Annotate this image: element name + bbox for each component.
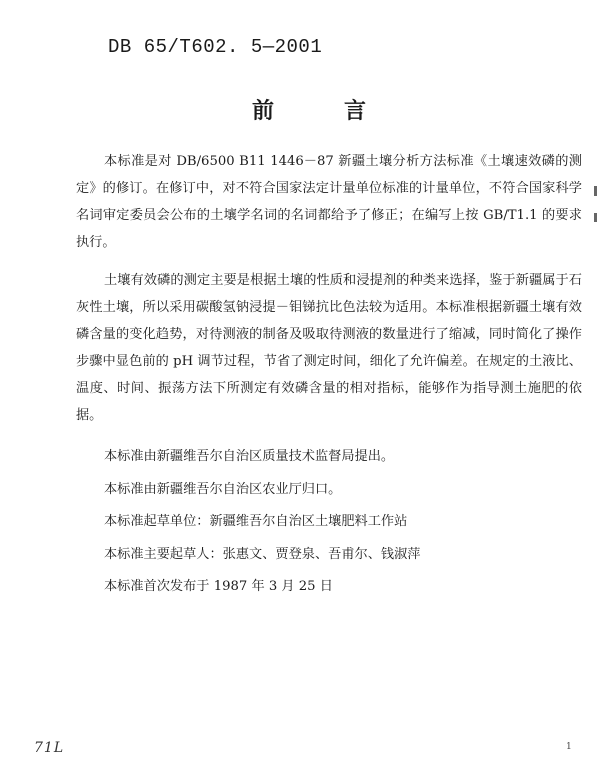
title-char-2: 言 [344, 98, 367, 124]
standard-number: DB 65/T602. 5—2001 [108, 36, 323, 58]
document-body [76, 148, 582, 604]
title-char-1: 前 [252, 98, 275, 124]
scan-margin-mark [594, 186, 597, 196]
statement-administrator: 本标准由新疆维吾尔自治区农业厅归口。 [104, 481, 342, 497]
statement-drafting-unit: 本标准起草单位：新疆维吾尔自治区土壤肥料工作站 [104, 514, 408, 529]
handwritten-page-number: 71L [34, 740, 65, 756]
statement-drafters: 本标准主要起草人：张惠文、贾登泉、吾甫尔、钱淑萍 [104, 546, 421, 562]
page-title [252, 94, 366, 125]
scan-margin-mark [594, 213, 597, 222]
corner-page-mark: 1 [566, 742, 572, 752]
statement-proposer: 本标准由新疆维吾尔自治区质量技术监督局提出。 [104, 449, 395, 464]
paragraph-method: 土壤有效磷的测定主要是根据土壤的性质和浸提剂的种类来选择，鉴于新疆属于石灰性土壤，所以采用碳酸氢钠浸提－钼锑抗比色法较为适用。本标准根据新疆土壤有效磷含量的变化趋势，对待测液的制备及吸取待测液的数量进行了缩减，同时简化了操作步骤中显色前的 pH 调节过程，节省了测定时间，细化了允许偏差。在规定的土液比、温度、时间、振荡方法下所测定有效磷含量的相对指标，能够作为指导测土施肥的依据。 [76, 273, 582, 423]
statement-first-issued: 本标准首次发布于 1987 年 3 月 25 日 [104, 579, 333, 594]
paragraph-revision: 本标准是对 DB/6500 B11 1446－87 新疆土壤分析方法标准《土壤速效磷的测定》的修订。在修订中，对不符合国家法定计量单位标准的计量单位，不符合国家科学名词审定委员会公布的土壤学名词的名词都给予了修正；在编写上按 GB/T1.1 的要求执行。 [76, 154, 582, 250]
